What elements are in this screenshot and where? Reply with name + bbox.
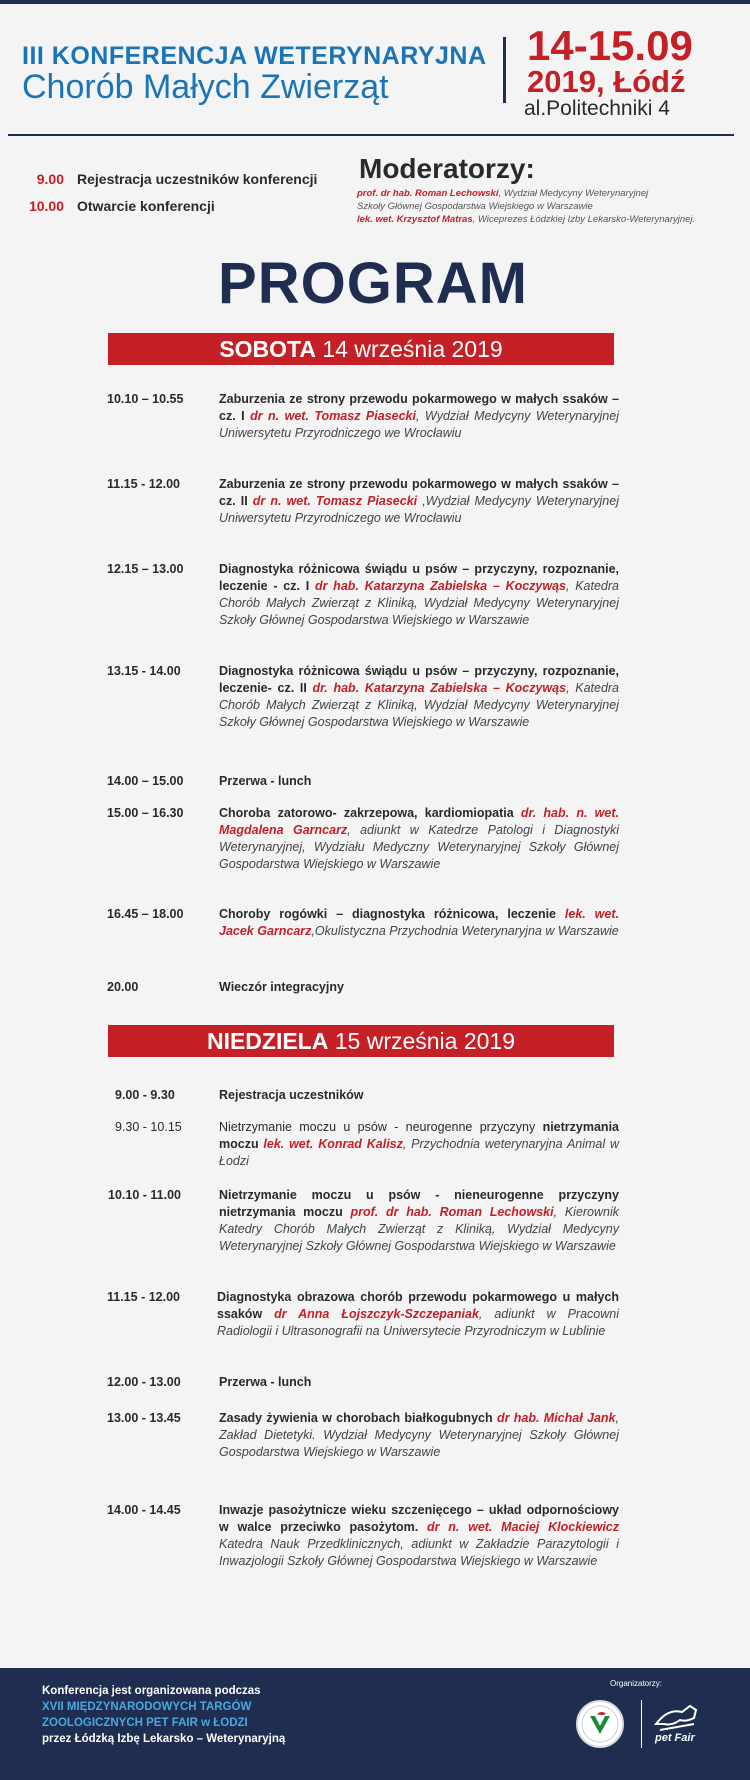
session-body: [219, 979, 619, 996]
session-affiliation: , Przychodnia weterynaryjna Animal w Łodzi: [219, 1137, 619, 1168]
footer-line: ZOOLOGICZNYCH PET FAIR w ŁODZI: [42, 1717, 248, 1729]
session-affiliation: , Zakład Dietetyki. Wydział Medycyny Weterynaryjnej Szkoły Głównej Gospodarstwa Wiejskiego w Warszawie: [219, 1411, 619, 1459]
session-speaker: dr hab. Michał Jank: [496, 1411, 616, 1425]
session-time: 14.00 - 14.45: [107, 1503, 181, 1517]
session-affiliation: , adiunkt w Pracowni Radiologii i Ultrasonografii na Uniwersytecie Przyrodniczym w Lublinie: [217, 1307, 620, 1338]
session-speaker: dr n. wet. Tomasz Piasecki: [250, 409, 416, 423]
session-body: [219, 805, 619, 873]
session-time: 9.30 - 10.15: [115, 1120, 182, 1134]
session-body: [219, 476, 619, 527]
header-rule: [8, 134, 734, 136]
session-time: 9.00 - 9.30: [115, 1088, 175, 1102]
conference-year-city: 2019, Łódź: [527, 64, 686, 99]
session-body: [219, 773, 619, 790]
session-speaker: dr Anna Łojszczyk-Szczepaniak: [274, 1307, 479, 1321]
session-title: Zasady żywienia w chorobach białkogubnych: [219, 1411, 497, 1425]
session-title: Choroby rogówki – diagnostyka różnicowa, leczenie: [219, 907, 565, 921]
session-time: 14.00 – 15.00: [107, 774, 184, 788]
session-title: Przerwa - lunch: [219, 1375, 312, 1389]
day-bar-saturday: [108, 333, 614, 365]
session-time: 15.00 – 16.30: [107, 806, 184, 820]
session-speaker: lek. wet. Jacek Garncarz: [219, 907, 619, 938]
session-title: Przerwa - lunch: [219, 774, 312, 788]
session-time: 10.10 - 11.00: [108, 1188, 181, 1202]
intro-text: Otwarcie konferencji: [77, 198, 215, 214]
session-title: Wieczór integracyjny: [219, 980, 344, 994]
moderator-name: prof. dr hab. Roman Lechowski: [357, 188, 499, 199]
session-time: 11.15 - 12.00: [107, 1290, 180, 1304]
header-divider: [503, 37, 506, 103]
session-time: 10.10 – 10.55: [107, 392, 184, 406]
moderator-1: [357, 188, 648, 199]
logo-separator: [641, 1700, 642, 1748]
footer-line: XVII MIĘDZYNARODOWYCH TARGÓW: [42, 1701, 252, 1713]
program-title: [0, 250, 750, 317]
session-title: Diagnostyka różnicowa świądu u psów – przyczyny, rozpoznanie, leczenie- cz. II: [219, 664, 619, 695]
moderator-affiliation: , Wiceprezes Łódzkiej Izby Lekarsko-Weterynaryjnej.: [472, 214, 696, 225]
footer-line: przez Łódzką Izbę Lekarsko – Weterynaryjną: [42, 1733, 286, 1745]
day-date: 14 września 2019: [322, 336, 503, 362]
session-time: 20.00: [107, 980, 139, 994]
session-speaker: dr. hab. Katarzyna Zabielska – Koczywąs: [312, 681, 567, 695]
conference-dates: 14-15.09: [527, 22, 693, 69]
moderator-1-affiliation: Szkoły Głównej Gospodarstwa Wiejskiego w Warszawie: [357, 201, 593, 212]
day-name: SOBOTA: [219, 336, 316, 362]
session-affiliation: , Wydział Medycyny Weterynaryjnej Uniwersytetu Przyrodniczego we Wrocławiu: [219, 409, 619, 440]
session-body: [219, 391, 619, 442]
intro-time: 10.00: [28, 198, 64, 214]
session-title-lead: Nietrzymanie moczu u psów - neurogenne przyczyny: [219, 1120, 543, 1134]
session-title: Rejestracja uczestników: [219, 1088, 364, 1102]
session-affiliation: , Katedra Chorób Małych Zwierząt z Kliniką, Wydział Medycyny Weterynaryjnej Szkoły Głównej Gospodarstwa Wiejskiego w Warszawie: [219, 681, 620, 729]
moderator-2: [357, 214, 695, 225]
session-time: 16.45 – 18.00: [107, 907, 184, 921]
session-speaker: dr n. wet. Tomasz Piasecki: [252, 494, 418, 508]
session-speaker: dr. hab. n. wet. Magdalena Garncarz: [219, 806, 619, 837]
session-body: [219, 561, 619, 629]
pet-fair-logo-text: pet Fair: [655, 1732, 695, 1744]
intro-text: Rejestracja uczestników konferencji: [77, 171, 318, 187]
day-name: NIEDZIELA: [206, 1028, 329, 1054]
session-time: 13.15 - 14.00: [107, 664, 181, 678]
session-body: [219, 1119, 619, 1170]
session-body: [219, 663, 619, 731]
header: [0, 0, 750, 133]
moderator-name: lek. wet. Krzysztof Matras: [357, 214, 473, 225]
conference-subtitle: Chorób Małych Zwierząt: [22, 68, 389, 106]
session-title: Zaburzenia ze strony przewodu pokarmowego w małych ssaków – cz. I: [219, 392, 619, 423]
session-speaker: prof. dr hab. Roman Lechowski: [350, 1205, 554, 1219]
session-title: Diagnostyka różnicowa świądu u psów – przyczyny, rozpoznanie, leczenie - cz. I: [219, 562, 619, 593]
session-time: 12.00 - 13.00: [107, 1375, 181, 1389]
program-title-text: PROGRAM: [218, 251, 528, 316]
session-body: [219, 1187, 619, 1255]
session-title: Choroba zatorowo- zakrzepowa, kardiomiopatia: [219, 806, 521, 820]
chamber-logo: [576, 1700, 624, 1748]
session-speaker: dr n. wet. Maciej Klockiewicz: [426, 1520, 619, 1534]
session-title: Zaburzenia ze strony przewodu pokarmowego w małych ssaków – cz. II: [219, 477, 619, 508]
session-title: Nietrzymanie moczu u psów - nieneurogenne przyczyny nietrzymania moczu: [219, 1188, 619, 1219]
organizers-label: Organizatorzy:: [610, 1679, 663, 1688]
moderator-affiliation: , Wydział Medycyny Weterynaryjnej: [498, 188, 649, 199]
chamber-logo-icon: [578, 1702, 622, 1746]
session-title: Diagnostyka obrazowa chorób przewodu pokarmowego u małych ssaków: [217, 1290, 619, 1321]
session-speaker: dr hab. Katarzyna Zabielska – Koczywąs: [314, 579, 566, 593]
session-body: [219, 1502, 619, 1570]
session-body: [217, 1289, 619, 1340]
session-time: 12.15 – 13.00: [107, 562, 184, 576]
session-title: nietrzymania moczu: [219, 1120, 619, 1151]
footer-line: Konferencja jest organizowana podczas: [42, 1685, 261, 1697]
session-affiliation: , adiunkt w Katedrze Patologi i Diagnostyki Weterynaryjnej, Wydziału Medyczny Weterynaryjnej Szkoły Głównej Gospodarstwa Wiejskiego w Warszawie: [219, 823, 619, 871]
intro-time: 9.00: [36, 171, 64, 187]
session-body: [219, 906, 619, 940]
conference-address: al.Politechniki 4: [524, 97, 670, 120]
session-title: Inwazje pasożytnicze wieku szczenięcego – układ odpornościowy w walce przeciwko pasożytom.: [219, 1503, 619, 1534]
session-body: [219, 1087, 619, 1104]
session-time: 13.00 - 13.45: [107, 1411, 181, 1425]
session-time: 11.15 - 12.00: [107, 477, 180, 491]
top-border: [0, 0, 750, 4]
day-date: 15 września 2019: [334, 1028, 516, 1054]
session-affiliation: , Katedra Chorób Małych Zwierząt z Kliniką, Wydział Medycyny Weterynaryjnej Szkoły Głównej Gospodarstwa Wiejskiego w Warszawie: [219, 579, 619, 627]
session-affiliation: ,Wydział Medycyny Weterynaryjnej Uniwersytetu Przyrodniczego we Wrocławiu: [219, 494, 619, 525]
footer: [0, 1668, 750, 1780]
moderators-title: Moderatorzy:: [359, 153, 535, 184]
session-affiliation: ,Okulistyczna Przychodnia Weterynaryjna w Warszawie: [311, 924, 619, 938]
day-bar-sunday: [108, 1025, 614, 1057]
session-body: [219, 1374, 619, 1391]
session-body: [219, 1410, 619, 1461]
conference-title: III KONFERENCJA WETERYNARYJNA: [22, 42, 487, 70]
session-speaker: lek. wet. Konrad Kalisz: [263, 1137, 403, 1151]
session-affiliation: , Kierownik Katedry Chorób Małych Zwierząt z Kliniką, Wydział Medycyny Weterynaryjnej Szkoły Głównej Gospodarstwa Wiejskiego w Warszawie: [219, 1205, 620, 1253]
session-affiliation: Katedra Nauk Przedklinicznych, adiunkt w Zakładzie Parazytologii i Inwazjologii Szkoły Głównej Gospodarstwa Wiejskiego w Warszawie: [219, 1537, 619, 1568]
